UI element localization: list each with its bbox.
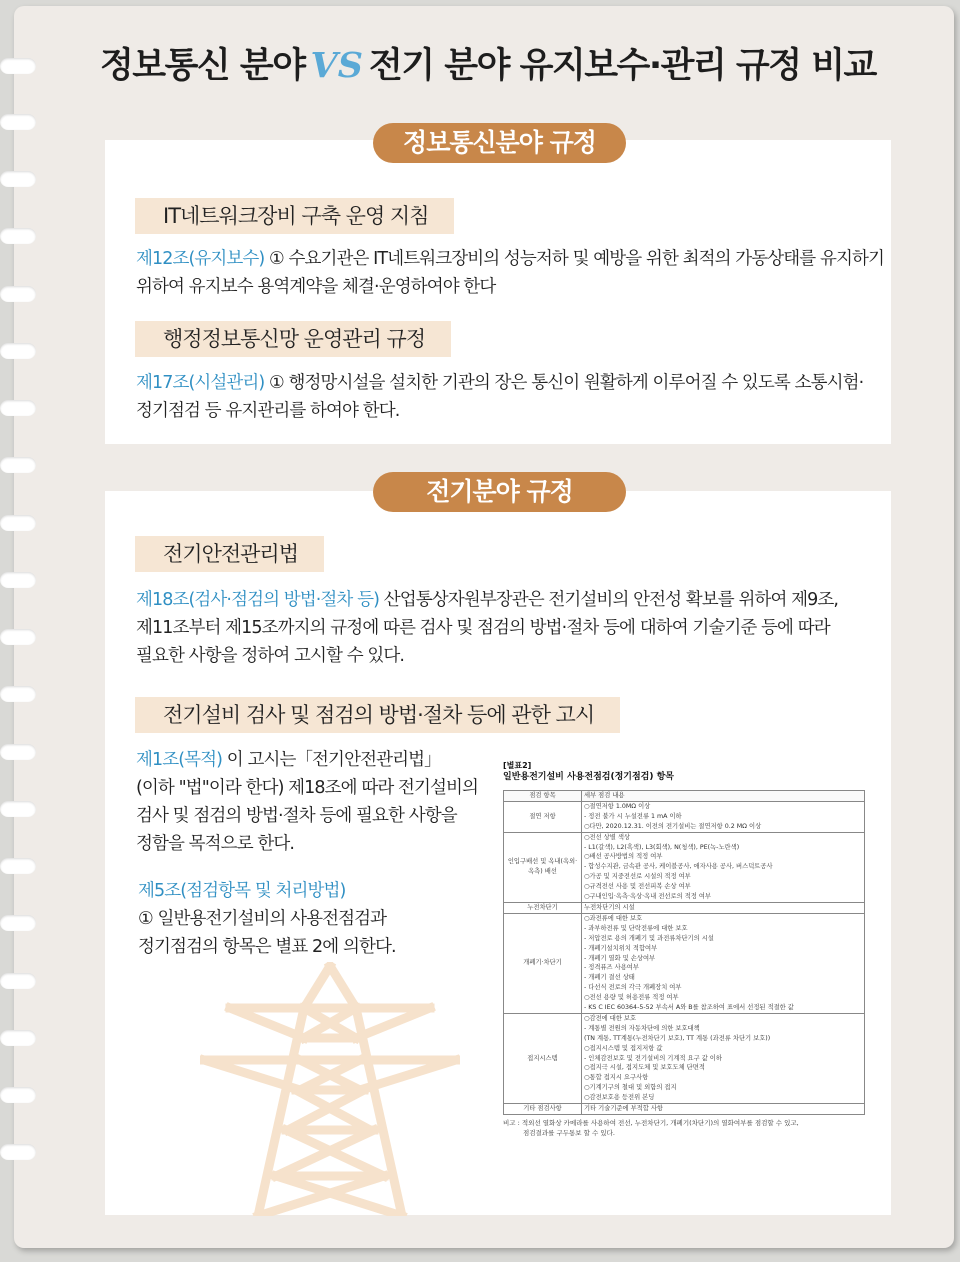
binder-ring bbox=[0, 1030, 36, 1046]
table-detail-cell: - 개폐기 결선 상태 bbox=[582, 973, 865, 983]
inspection-items-table bbox=[503, 790, 865, 1115]
ict-rule1-name: IT네트워크장비 구축 운영 지침 bbox=[135, 198, 454, 234]
binder-ring bbox=[0, 973, 36, 989]
table-category-cell: 개폐기·차단기 bbox=[504, 913, 582, 1013]
table-detail-cell: - KS C IEC 60364-5-52 부속서 A와 B를 참조하여 표에서 선정된 적절한 값 bbox=[582, 1003, 865, 1013]
table-detail-cell: ○다만, 2020.12.31. 이전의 전기설비는 절연저항 0.2 MΩ 이상 bbox=[582, 822, 865, 832]
table-detail-cell: - 과부하전류 및 단락전류에 대한 보호 bbox=[582, 924, 865, 934]
table-label: [별표2] bbox=[503, 761, 532, 770]
article-label: 제5조(점검항목 및 처리방법) bbox=[138, 881, 346, 901]
table-category-cell: 절연 저항 bbox=[504, 801, 582, 832]
binder-ring bbox=[0, 515, 36, 531]
table-detail-cell: ○감전에 대한 보호 bbox=[582, 1013, 865, 1023]
elec-law-name: 전기안전관리법 bbox=[135, 536, 324, 572]
table-detail-cell: - L1(갈색), L2(흑색), L3(회색), N(청색), PE(녹-노란색) bbox=[582, 843, 865, 853]
table-detail-cell: ○접지시스템 및 접지저항 값 bbox=[582, 1044, 865, 1054]
notice-art1-text: 제1조(목적) 이 고시는「전기안전관리법」 (이하 "법"이라 한다) 제18조에 따라 전기설비의 검사 및 점검의 방법·절차 등에 필요한 사항을 정함을 목적으로 한다. bbox=[136, 750, 479, 854]
table-detail-cell: ○구내인입·옥측·옥상·옥내 전선로의 적정 여부 bbox=[582, 892, 865, 902]
notice-art5-text: 제5조(점검항목 및 처리방법) ① 일반용전기설비의 사용전점검과 정기점검의 항목은 별표 2에 의한다. bbox=[138, 881, 396, 957]
table-header-cell: 점검 항목 bbox=[504, 791, 582, 802]
table-detail-cell: - 계통별 전원의 자동차단에 의한 보호대책 bbox=[582, 1024, 865, 1034]
table-detail-cell: ○전선 상별 색상 bbox=[582, 832, 865, 842]
transmission-tower-illustration bbox=[200, 962, 460, 1216]
table-detail-cell: - 정전 불가 시 누설전류 1 mA 이하 bbox=[582, 812, 865, 822]
binder-ring bbox=[0, 343, 36, 359]
table-row bbox=[504, 1013, 865, 1023]
table-detail-cell: 기타 기술기준에 부적합 사항 bbox=[582, 1104, 865, 1115]
binder-ring bbox=[0, 400, 36, 416]
article-label: 제18조(검사·점검의 방법·절차 등) bbox=[136, 590, 380, 610]
table-detail-cell: ○가공 및 지중전선로 시설의 적정 여부 bbox=[582, 872, 865, 882]
table-detail-cell: - 합성수지관, 금속관 공사, 케이블공사, 애자사용 공사, 버스덕트공사 bbox=[582, 862, 865, 872]
vs-mark: VS bbox=[310, 45, 363, 86]
page-title bbox=[100, 38, 876, 88]
binder-ring bbox=[0, 744, 36, 760]
table-row bbox=[504, 801, 865, 811]
table-detail-cell: - 저압전로 용의 개폐기 및 과전류차단기의 시설 bbox=[582, 934, 865, 944]
title-right: 전기 분야 유지보수·관리 규정 비교 bbox=[368, 46, 876, 86]
binder-ring bbox=[0, 457, 36, 473]
binder-ring bbox=[0, 686, 36, 702]
binder-ring bbox=[0, 286, 36, 302]
table-header-cell: 세부 점검 내용 bbox=[582, 791, 865, 802]
table-detail-cell: ○규격전선 사용 및 전선피복 손상 여부 bbox=[582, 882, 865, 892]
table-detail-cell: ○절연저항 1.0MΩ 이상 bbox=[582, 801, 865, 811]
title-left: 정보통신 분야 bbox=[100, 46, 305, 86]
table-row bbox=[504, 913, 865, 923]
ict-rule2-name: 행정정보통신망 운영관리 규정 bbox=[135, 321, 451, 357]
table-row bbox=[504, 902, 865, 913]
ict-rule1-text: 제12조(유지보수) ① 수요기관은 IT네트워크장비의 성능저하 및 예방을 위한 최적의 가동상태를 유지하기 위하여 유지보수 용역계약을 체결·운영하여야 한다 bbox=[136, 249, 884, 297]
table-detail-cell: ○기계기구의 철대 및 외함의 접지 bbox=[582, 1083, 865, 1093]
binder-ring bbox=[0, 1144, 36, 1160]
table-row bbox=[504, 1104, 865, 1115]
binder-ring bbox=[0, 629, 36, 645]
table-header-row bbox=[504, 791, 865, 802]
binder-ring bbox=[0, 915, 36, 931]
binder-ring bbox=[0, 801, 36, 817]
table-category-cell: 접지시스템 bbox=[504, 1013, 582, 1103]
table-detail-cell: ○통합 접지시 요구사항 bbox=[582, 1073, 865, 1083]
table-detail-cell: - 인체감전보호 및 전기설비의 기계적 요구 값 이하 bbox=[582, 1054, 865, 1064]
table-detail-cell: ○전선 용량 및 허용전류 적정 여부 bbox=[582, 993, 865, 1003]
binder-ring bbox=[0, 572, 36, 588]
binder-ring bbox=[0, 58, 36, 74]
article-label: 제17조(시설관리) bbox=[136, 373, 265, 393]
table-detail-cell: - 다선식 전로의 각극 개폐장치 여부 bbox=[582, 983, 865, 993]
elec-law-text: 제18조(검사·점검의 방법·절차 등) 산업통상자원부장관은 전기설비의 안전성 확보를 위하여 제9조, 제11조부터 제15조까지의 규정에 따른 검사 및 점검의 방법·절차 등에 대하여 기술기준 등에 따라 필요한 사항을 정하여 고시할 수 있다. bbox=[136, 590, 839, 666]
table-category-cell: 누전차단기 bbox=[504, 902, 582, 913]
table-detail-cell: (TN 계통, TT계통(누전차단기 보호), TT 계통 (과전류 차단기 보호)) bbox=[582, 1034, 865, 1044]
table-note: 비고 : 적외선 열화상 카메라를 사용하여 전선, 누전차단기, 개폐기(차단기)의 열화여부를 점검할 수 있고, 점검결과를 구두통보 할 수 있다. bbox=[503, 1119, 799, 1137]
table-detail-cell: - 개폐기설치위치 적합여부 bbox=[582, 944, 865, 954]
binder-ring bbox=[0, 114, 36, 130]
article-label: 제1조(목적) bbox=[136, 750, 223, 770]
elec-notice-name: 전기설비 검사 및 점검의 방법·절차 등에 관한 고시 bbox=[135, 697, 620, 733]
binder-ring bbox=[0, 858, 36, 874]
table-detail-cell: ○배선 공사방법의 적정 여부 bbox=[582, 852, 865, 862]
table-detail-cell: ○감전보호용 등전위 본딩 bbox=[582, 1093, 865, 1103]
ict-section-heading: 정보통신분야 규정 bbox=[373, 123, 626, 163]
binder-ring bbox=[0, 228, 36, 244]
elec-section-heading: 전기분야 규정 bbox=[373, 472, 626, 512]
table-detail-cell: - 개폐기 열화 및 손상여부 bbox=[582, 954, 865, 964]
table-detail-cell: ○접지극 시설, 접지도체 및 보호도체 단면적 bbox=[582, 1063, 865, 1073]
table-category-cell: 인입구배선 및 옥내(옥외·옥측) 배선 bbox=[504, 832, 582, 902]
article-label: 제12조(유지보수) bbox=[136, 249, 265, 269]
table-detail-cell: 누전차단기의 시설 bbox=[582, 902, 865, 913]
binder-ring bbox=[0, 1087, 36, 1103]
ict-rule2-text: 제17조(시설관리) ① 행정망시설을 설치한 기관의 장은 통신이 원활하게 이루어질 수 있도록 소통시험· 정기점검 등 유지관리를 하여야 한다. bbox=[136, 373, 864, 421]
appendix-table-2 bbox=[503, 760, 865, 1138]
table-detail-cell: - 정격퓨즈 사용여부 bbox=[582, 963, 865, 973]
binder-ring bbox=[0, 171, 36, 187]
table-title: 일반용전기설비 사용전점검(정기점검) 항목 bbox=[503, 772, 674, 782]
table-detail-cell: ○과전류에 대한 보호 bbox=[582, 913, 865, 923]
table-row bbox=[504, 832, 865, 842]
table-category-cell: 기타 점검사항 bbox=[504, 1104, 582, 1115]
